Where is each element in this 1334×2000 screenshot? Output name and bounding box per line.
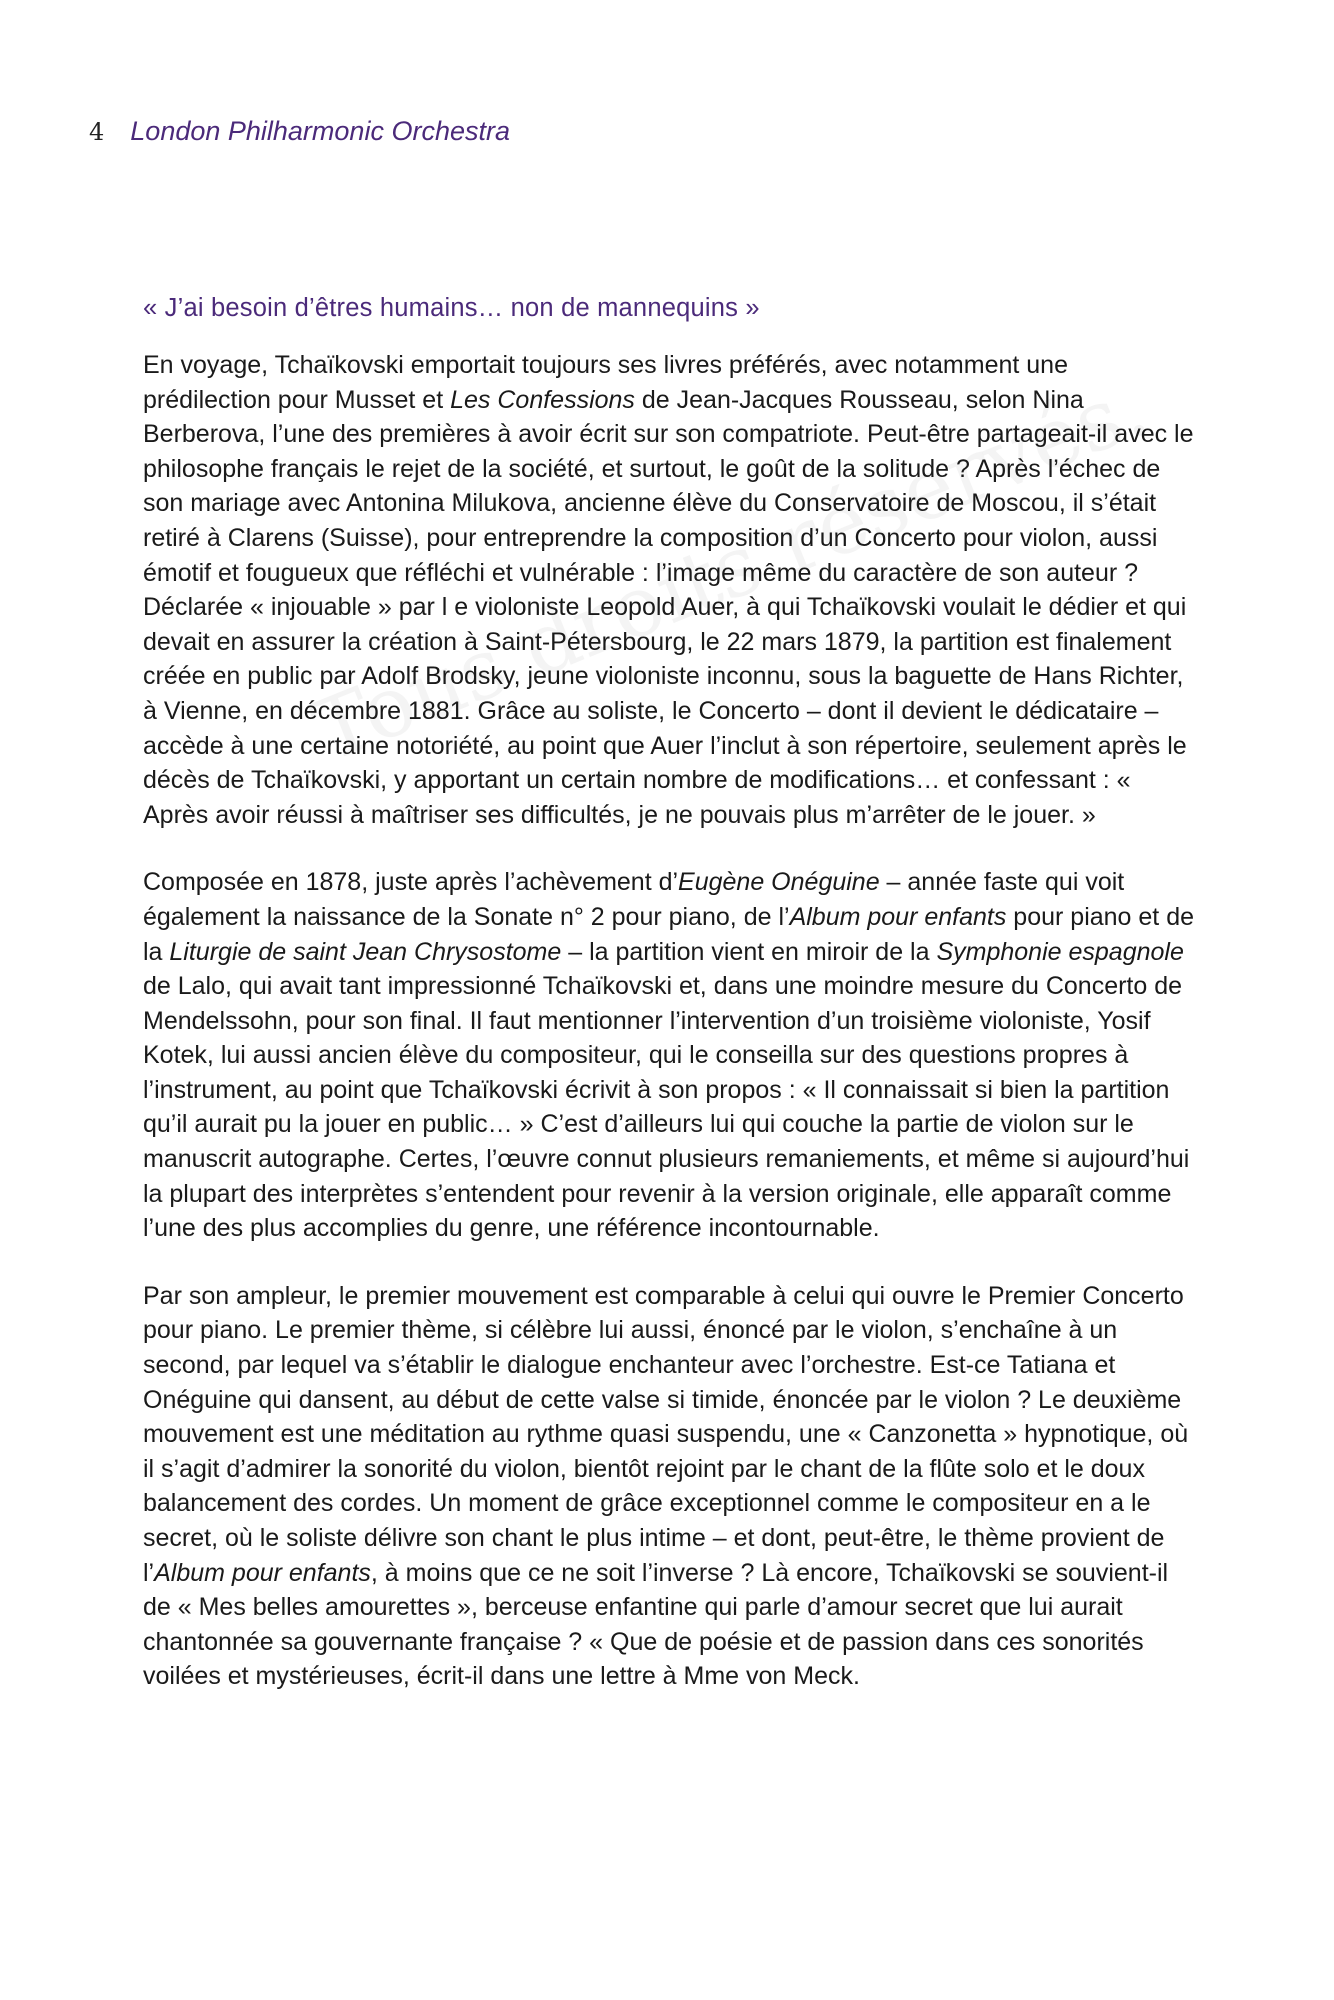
italic-title: Eugène Onéguine	[678, 868, 880, 897]
text-run: En voyage, Tchaïkovski emportait toujours ses livres préférés, avec notamment une prédilection pour Musset et	[143, 351, 1068, 414]
section-heading: « J’ai besoin d’êtres humains… non de mannequins »	[143, 294, 760, 322]
paragraph-3	[143, 1279, 1195, 1694]
running-header	[89, 116, 510, 148]
text-run: , à moins que ce ne soit l’inverse ? Là encore, Tchaïkovski se souvient-il de « Mes belles amourettes », berceuse enfantine qui parle d’amour secret que lui aurait chantonnée sa gouvernante française ? « Que de poésie et de passion dans ces sonorités voilées et mystérieuses, écrit-il dans une lettre à Mme von Meck.	[143, 1558, 1169, 1691]
italic-title: Album pour enfants	[154, 1558, 371, 1587]
text-run: Par son ampleur, le premier mouvement est comparable à celui qui ouvre le Premier Concerto pour piano. Le premier thème, si célèbre lui aussi, énoncé par le violon, s’enchaîne à un second, par lequel va s’établir le dialogue enchanteur avec l’orchestre. Est-ce Tatiana et Onéguine qui dansent, au début de cette valse si timide, énoncée par le violon ? Le deuxième mouvement est une méditation au rythme quasi suspendu, une « Canzonetta » hypnotique, où il s’agit d’admirer la sonorité du violon, bientôt rejoint par le chant de la flûte solo et le doux balancement des cordes. Un moment de grâce exceptionnel comme le compositeur en a le secret, où le soliste délivre son chant le plus intime – et dont, peut-être, le thème provient de l’	[143, 1281, 1189, 1587]
text-run: de Jean-Jacques Rousseau, selon Nina Berberova, l’une des premières à avoir écrit sur son compatriote. Peut-être partageait-il avec le philosophe français le rejet de la société, et surtout, le goût de la solitude ? Après l’échec de son mariage avec Antonina Milukova, ancienne élève du Conservatoire de Moscou, il s’était retiré à Clarens (Suisse), pour entreprendre la composition d’un Concerto pour violon, aussi émotif et fougueux que réfléchi et vulnérable : l’image même du caractère de son auteur ? Déclarée « injouable » par l e violoniste Leopold Auer, à qui Tchaïkovski voulait le dédier et qui devait en assurer la création à Saint-Pétersbourg, le 22 mars 1879, la partition est finalement créée en public par Adolf Brodsky, jeune violoniste inconnu, sous la baguette de Hans Richter, à Vienne, en décembre 1881. Grâce au soliste, le Concerto – dont il devient le dédicataire – accède à une certaine notoriété, au point que Auer l’inclut à son répertoire, seulement après le décès de Tchaïkovski, y apportant un certain nombre de modifications… et confessant : « Après avoir réussi à maîtriser ses difficultés, je ne pouvais plus m’arrêter de le jouer. »	[143, 385, 1194, 829]
italic-title: Album pour enfants	[789, 902, 1007, 931]
text-run: de Lalo, qui avait tant impressionné Tchaïkovski et, dans une moindre mesure du Concerto de Mendelssohn, pour son final. Il faut mentionner l’intervention d’un troisième violoniste, Yosif Kotek, lui aussi ancien élève du compositeur, qui le conseilla sur des questions propres à l’instrument, au point que Tchaïkovski écrivit à son propos : « Il connaissait si bien la partition qu’il aurait pu la jouer en public… » C’est d’ailleurs lui qui couche la partie de violon sur le manuscrit autographe. Certes, l’œuvre connut plusieurs remaniements, et même si aujourd’hui la plupart des interprètes s’entendent pour revenir à la version originale, elle apparaît comme l’une des plus accomplies du genre, une référence incontournable.	[143, 972, 1190, 1243]
paragraph-2	[143, 865, 1195, 1246]
italic-title: Les Confessions	[450, 385, 635, 414]
italic-title: Liturgie de saint Jean Chrysostome	[169, 937, 562, 966]
running-title: London Philharmonic Orchestra	[130, 116, 510, 146]
text-run: pour piano et de la	[143, 902, 1195, 966]
paragraph-1	[143, 348, 1195, 832]
text-run: Composée en 1878, juste après l’achèvement d’	[143, 868, 679, 897]
text-run: – année faste qui voit également la naissance de la Sonate n° 2 pour piano, de l’	[143, 868, 1125, 931]
text-run: – la partition vient en miroir de la	[561, 937, 937, 966]
italic-title: Symphonie espagnole	[936, 937, 1184, 966]
page-number: 4	[89, 118, 105, 146]
article-body	[143, 292, 1195, 1694]
